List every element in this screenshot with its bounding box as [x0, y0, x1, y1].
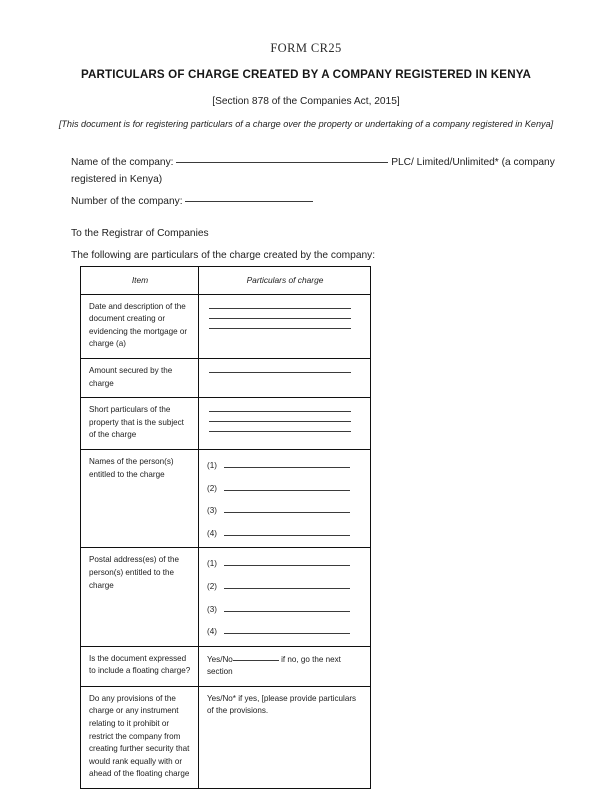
form-code: FORM CR25 — [270, 41, 342, 55]
particulars-of-charge-table — [80, 266, 371, 789]
page-title: PARTICULARS OF CHARGE CREATED BY A COMPANY REGISTERED IN KENYA — [80, 68, 532, 81]
company-name-label: Name of the company: — [71, 157, 174, 168]
row-answer-cell[interactable] — [199, 548, 371, 646]
company-name-suffix: PLC/ Limited/Unlimited* (a company — [391, 157, 555, 168]
lead-in-line: The following are particulars of the charge created by the company: — [71, 250, 376, 261]
yes-no-suffix: if no, go the next section — [207, 654, 341, 677]
blank-line-stack — [207, 411, 363, 432]
numbered-item-label: (2) — [207, 483, 217, 493]
company-number-input[interactable] — [185, 201, 313, 202]
row-item-label: Is the document expressed to include a floating charge? — [81, 646, 199, 686]
company-name-input[interactable] — [176, 162, 388, 163]
numbered-item-input[interactable] — [224, 556, 350, 566]
table-row — [81, 548, 371, 646]
row-item-label: Amount secured by the charge — [81, 358, 199, 397]
blank-line[interactable] — [209, 411, 351, 412]
blank-line[interactable] — [209, 308, 351, 309]
numbered-item-input[interactable] — [224, 503, 350, 513]
row-answer-cell[interactable] — [199, 294, 371, 358]
numbered-blank-list — [207, 556, 363, 638]
company-number-label: Number of the company: — [71, 196, 183, 207]
numbered-item-label: (4) — [207, 528, 217, 538]
numbered-item-input[interactable] — [224, 602, 350, 612]
row-item-label: Postal address(es) of the person(s) entitled to the charge — [81, 548, 199, 646]
table-row — [81, 294, 371, 358]
numbered-blank-item — [207, 526, 363, 541]
blank-line[interactable] — [209, 431, 351, 432]
numbered-blank-item — [207, 579, 363, 594]
column-header-particulars: Particulars of charge — [199, 267, 371, 295]
table-row — [81, 449, 371, 547]
table-row — [81, 646, 371, 686]
row-item-label: Do any provisions of the charge or any instrument relating to it prohibit or restrict the company from creating further security that would rank equally with or ahead of the floating charge — [81, 686, 199, 788]
table-body — [81, 294, 371, 788]
table-row — [81, 686, 371, 788]
numbered-item-label: (1) — [207, 460, 217, 470]
column-header-item: Item — [81, 267, 199, 295]
numbered-item-label: (3) — [207, 506, 217, 516]
numbered-item-label: (3) — [207, 604, 217, 614]
company-name-suffix-second-line: registered in Kenya) — [71, 173, 163, 185]
blank-line[interactable] — [209, 328, 351, 329]
yes-no-prefix: Yes/No — [207, 654, 233, 664]
numbered-blank-item — [207, 481, 363, 496]
numbered-item-input[interactable] — [224, 458, 350, 468]
company-number-row — [71, 194, 531, 211]
section-reference: [Section 878 of the Companies Act, 2015] — [212, 96, 400, 107]
table-head — [81, 267, 371, 295]
table-row — [81, 358, 371, 397]
numbered-item-label: (4) — [207, 627, 217, 637]
blank-line[interactable] — [209, 421, 351, 422]
numbered-item-input[interactable] — [224, 624, 350, 634]
row-item-label: Names of the person(s) entitled to the charge — [81, 449, 199, 547]
row-answer-cell[interactable] — [199, 646, 371, 686]
numbered-item-label: (2) — [207, 581, 217, 591]
numbered-blank-item — [207, 624, 363, 639]
document-purpose-note: [This document is for registering particulars of a charge over the property or undertaking of a company registered in Kenya] — [58, 119, 554, 129]
blank-line-stack — [207, 372, 363, 373]
row-answer-cell[interactable] — [199, 398, 371, 450]
numbered-blank-item — [207, 556, 363, 571]
row-answer-cell[interactable] — [199, 358, 371, 397]
company-name-row — [71, 155, 555, 172]
addressee-line: To the Registrar of Companies — [71, 228, 209, 239]
numbered-blank-item — [207, 503, 363, 518]
numbered-item-input[interactable] — [224, 481, 350, 491]
numbered-blank-list — [207, 458, 363, 540]
row-answer-cell[interactable]: Yes/No* if yes, [please provide particulars of the provisions. — [199, 686, 371, 788]
table-header-row — [81, 267, 371, 295]
row-item-label: Short particulars of the property that is the subject of the charge — [81, 398, 199, 450]
row-answer-cell[interactable] — [199, 449, 371, 547]
blank-line[interactable] — [209, 318, 351, 319]
company-identification-fields — [71, 155, 555, 211]
numbered-blank-item — [207, 458, 363, 473]
numbered-item-input[interactable] — [224, 579, 350, 589]
table-row — [81, 398, 371, 450]
numbered-item-input[interactable] — [224, 526, 350, 536]
blank-line-stack — [207, 308, 363, 329]
blank-line[interactable] — [209, 372, 351, 373]
numbered-item-label: (1) — [207, 559, 217, 569]
yes-no-input[interactable] — [233, 652, 279, 661]
numbered-blank-item — [207, 602, 363, 617]
row-item-label: Date and description of the document creating or evidencing the mortgage or charge (a) — [81, 294, 199, 358]
